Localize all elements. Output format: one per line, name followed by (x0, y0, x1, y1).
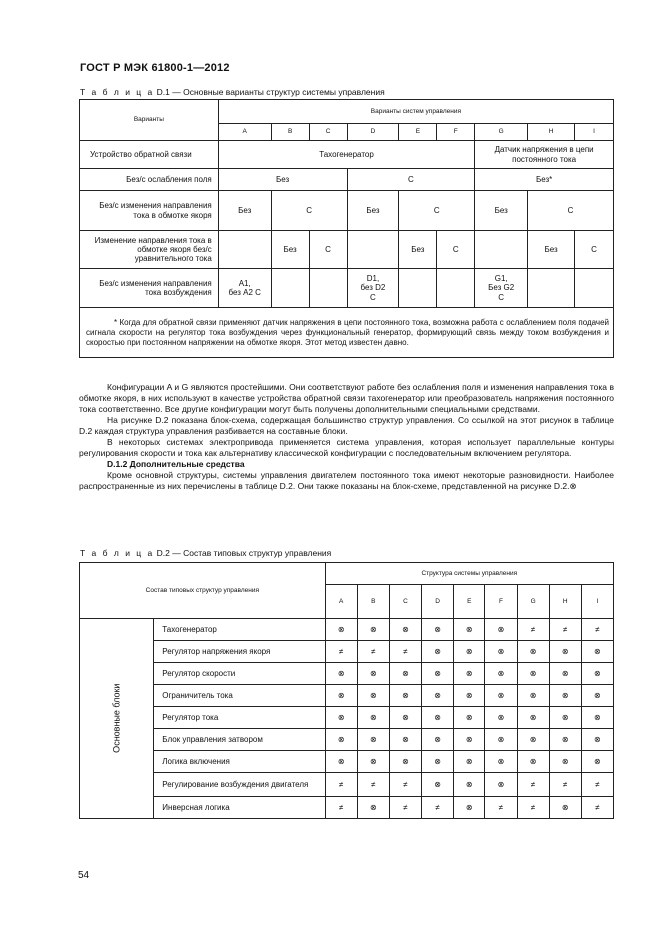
row-label-feedback: Устройство обратной связи (80, 141, 219, 169)
table-cell: ⊗ (485, 641, 517, 663)
cell: С (399, 191, 475, 231)
table-row (80, 707, 614, 729)
table-cell: ⊗ (357, 685, 389, 707)
table-row (80, 729, 614, 751)
table-cell: ⊗ (389, 729, 421, 751)
document-header: ГОСТ Р МЭК 61800-1—2012 (80, 62, 230, 74)
row-label-field-weakening: Без/с ослабления поля (80, 169, 219, 191)
table-cell: ⊗ (389, 707, 421, 729)
table-cell: ⊗ (389, 685, 421, 707)
table-cell: ⊗ (549, 729, 581, 751)
cell: Без (218, 191, 271, 231)
col-header: I (581, 585, 613, 619)
row-label: Ограничитель тока (154, 685, 325, 707)
table-cell: ⊗ (454, 797, 485, 819)
table-cell: ⊗ (549, 751, 581, 773)
table-cell: ⊗ (454, 707, 485, 729)
table-cell: ≠ (422, 797, 454, 819)
cell: Без (347, 191, 399, 231)
col-header: A (218, 124, 271, 141)
table-cell: ⊗ (325, 751, 357, 773)
table-cell: ⊗ (357, 751, 389, 773)
table-cell: ≠ (581, 797, 613, 819)
cell (309, 269, 347, 308)
table-row (80, 619, 614, 641)
table-row (80, 641, 614, 663)
table2-caption-text: D.2 — Состав типовых структур управления (156, 548, 332, 558)
cell: С (575, 231, 614, 269)
systems-header: Варианты систем управления (218, 100, 613, 124)
table-cell: ⊗ (549, 663, 581, 685)
voltage-sensor-cell: Датчик напряжения в цепи постоянного тока (475, 141, 614, 169)
col-header: B (357, 585, 389, 619)
table-cell: ⊗ (485, 619, 517, 641)
table-cell: ⊗ (357, 707, 389, 729)
cell (528, 269, 575, 308)
cell: С (528, 191, 614, 231)
table-cell: ⊗ (357, 663, 389, 685)
page-number: 54 (78, 870, 90, 881)
table-cell: ≠ (389, 641, 421, 663)
cell-line: G1, (494, 274, 508, 284)
col-header: H (528, 124, 575, 141)
row-label: Логика включения (154, 751, 325, 773)
table-row (80, 751, 614, 773)
table-cell: ⊗ (454, 619, 485, 641)
paragraph: Конфигурации A и G являются простейшими. Они соответствуют работе без ослабления поля и изменения направления тока в обмотке якоря, в них используют в качестве устройства обратной связи тахогенератор или преобразователь напряжения постоянного тока соответственно. Все другие конфигурации могут быть получены дополнительными специальными средствами. (79, 382, 614, 414)
table-cell: ⊗ (549, 685, 581, 707)
table1-caption-text: D.1 — Основные варианты структур системы управления (156, 87, 385, 97)
table-cell: ⊗ (422, 751, 454, 773)
table2-body (80, 619, 614, 819)
col-header: E (454, 585, 485, 619)
table1-caption (80, 87, 385, 97)
table-cell: ⊗ (325, 707, 357, 729)
cell (475, 269, 528, 308)
table-cell: ⊗ (422, 641, 454, 663)
table-cell: ⊗ (422, 685, 454, 707)
table-cell: ⊗ (454, 685, 485, 707)
cell-line: без D2 (360, 283, 386, 293)
table-cell: ⊗ (389, 663, 421, 685)
table-cell: ⊗ (357, 619, 389, 641)
col-header: D (347, 124, 399, 141)
table2-caption (80, 548, 331, 558)
row-label-armature-reversal: Без/с изменения направления тока в обмотке якоря (80, 191, 219, 231)
table-cell: ⊗ (357, 797, 389, 819)
row-label-field-reversal: Без/с изменения направления тока возбуждения (80, 269, 219, 308)
table-cell: ⊗ (422, 707, 454, 729)
table-cell: ⊗ (549, 707, 581, 729)
table-cell: ≠ (357, 773, 389, 797)
row-label-circulating-current: Изменение направления тока в обмотке якоря без/с уравнительного тока (80, 231, 219, 269)
table-cell: ⊗ (485, 663, 517, 685)
row-label: Регулятор тока (154, 707, 325, 729)
row-label: Инверсная логика (154, 797, 325, 819)
cell (218, 231, 271, 269)
table-cell: ⊗ (485, 707, 517, 729)
table-cell: ⊗ (454, 773, 485, 797)
table-cell: ⊗ (581, 685, 613, 707)
cell-line: без A2 C (228, 288, 261, 297)
table-cell: ⊗ (549, 641, 581, 663)
table-cell: ⊗ (581, 707, 613, 729)
col-header: F (485, 585, 517, 619)
table-cell: ≠ (325, 641, 357, 663)
table-cell: ⊗ (517, 685, 549, 707)
table-cell: ⊗ (454, 729, 485, 751)
row-label: Блок управления затвором (154, 729, 325, 751)
paragraph: Кроме основной структуры, системы управления двигателем постоянного тока имеют некоторые разновидности. Наиболее распространенные из них перечислены в таблице D.2. Они также показаны на блок-схеме, представленной на рисунке D.2.⊗ (79, 470, 614, 491)
table1-footnote: * Когда для обратной связи применяют датчик напряжения в цепи постоянного тока, возможна работа с ослаблением поля подачей сигнала скорости на регулятор тока возбуждения через функциональный генератор, формирующий связь между током возбуждения и скоростью при постоянном напряжении на обмотке якоря. Этот метод известен давно. (80, 308, 614, 358)
table-cell: ⊗ (581, 663, 613, 685)
table-row (80, 797, 614, 819)
cell (271, 269, 309, 308)
table-cell: ≠ (325, 797, 357, 819)
section-heading: D.1.2 Дополнительные средства (107, 459, 245, 469)
row-label: Регулятор напряжения якоря (154, 641, 325, 663)
table-cell: ≠ (549, 619, 581, 641)
table-cell: ≠ (389, 773, 421, 797)
table-cell: ≠ (325, 773, 357, 797)
col-header: C (309, 124, 347, 141)
table-cell: ⊗ (454, 663, 485, 685)
table-cell: ⊗ (454, 751, 485, 773)
cell (475, 231, 528, 269)
cell (218, 269, 271, 308)
table-cell: ⊗ (581, 751, 613, 773)
table-cell: ⊗ (389, 619, 421, 641)
table-cell: ⊗ (325, 619, 357, 641)
col-header: H (549, 585, 581, 619)
table-cell: ⊗ (581, 641, 613, 663)
table-cell: ⊗ (422, 773, 454, 797)
row-label: Тахогенератор (154, 619, 325, 641)
table-cell: ⊗ (485, 773, 517, 797)
col-header: I (575, 124, 614, 141)
cell-line: D1, (366, 274, 380, 284)
table-cell: ⊗ (422, 619, 454, 641)
table-cell: ⊗ (357, 729, 389, 751)
table-cell: ⊗ (454, 641, 485, 663)
composition-header: Состав типовых структур управления (80, 563, 326, 619)
table-cell: ⊗ (485, 751, 517, 773)
cell-line: Без G2 (488, 283, 515, 293)
table-cell: ≠ (517, 619, 549, 641)
structure-header: Структура системы управления (325, 563, 613, 585)
table-cell: ≠ (389, 797, 421, 819)
row-label: Регулятор скорости (154, 663, 325, 685)
cell: С (347, 169, 475, 191)
col-header: G (475, 124, 528, 141)
cell: Без (399, 231, 437, 269)
table-cell: ⊗ (517, 641, 549, 663)
table-cell: ⊗ (422, 663, 454, 685)
cell: С (437, 231, 475, 269)
table-cell: ⊗ (325, 729, 357, 751)
table-d2 (79, 562, 614, 819)
cell-line: A1, (238, 278, 251, 288)
cell (399, 269, 437, 308)
cell-line: C (370, 292, 376, 302)
table-cell: ⊗ (485, 729, 517, 751)
table-cell: ≠ (357, 641, 389, 663)
paragraph: В некоторых системах электропривода применяется система управления, которая использует параллельные контуры регулирования скорости и тока как альтернативу классической конфигурации с последовательным включением регулятора. (79, 437, 614, 458)
row-label: Регулирование возбуждения двигателя (154, 773, 325, 797)
col-header: G (517, 585, 549, 619)
table-row (80, 663, 614, 685)
table-cell: ⊗ (517, 663, 549, 685)
table-cell: ≠ (549, 773, 581, 797)
table-cell: ⊗ (549, 797, 581, 819)
group-label: Основные блоки (111, 683, 122, 754)
cell: Без (218, 169, 347, 191)
table-row (80, 773, 614, 797)
table-cell: ⊗ (389, 751, 421, 773)
table-row (80, 685, 614, 707)
cell (575, 269, 614, 308)
table-cell: ⊗ (325, 685, 357, 707)
table-cell: ⊗ (517, 729, 549, 751)
table1-caption-prefix: Т а б л и ц а (80, 87, 155, 97)
body-text (79, 382, 614, 492)
paragraph: На рисунке D.2 показана блок-схема, содержащая большинство структур управления. Со ссылкой на этот рисунок в таблице D.2 каждая структура управления разбивается на составные блоки. (79, 415, 614, 436)
cell: Без* (475, 169, 614, 191)
cell-line: C (498, 292, 505, 302)
cell (347, 231, 399, 269)
col-header: D (422, 585, 454, 619)
table-d1 (79, 99, 614, 358)
table-cell: ⊗ (517, 707, 549, 729)
cell (437, 269, 475, 308)
cell: Без (528, 231, 575, 269)
tachogenerator-cell: Тахогенератор (218, 141, 474, 169)
table-cell: ≠ (517, 773, 549, 797)
table-cell: ⊗ (325, 663, 357, 685)
col-header: F (437, 124, 475, 141)
cell: Без (271, 231, 309, 269)
table-cell: ≠ (517, 797, 549, 819)
table-cell: ≠ (581, 773, 613, 797)
table-cell: ≠ (581, 619, 613, 641)
table-cell: ≠ (485, 797, 517, 819)
cell (347, 269, 399, 308)
cell: С (271, 191, 347, 231)
col-header: A (325, 585, 357, 619)
variants-header: Варианты (80, 100, 219, 141)
col-header: C (389, 585, 421, 619)
table-cell: ⊗ (581, 729, 613, 751)
col-header: B (271, 124, 309, 141)
col-header: E (399, 124, 437, 141)
table2-caption-prefix: Т а б л и ц а (80, 548, 155, 558)
table-cell: ⊗ (517, 751, 549, 773)
table-cell: ⊗ (485, 685, 517, 707)
group-label-cell (80, 619, 154, 819)
table-cell: ⊗ (422, 729, 454, 751)
cell: С (309, 231, 347, 269)
cell: Без (475, 191, 528, 231)
